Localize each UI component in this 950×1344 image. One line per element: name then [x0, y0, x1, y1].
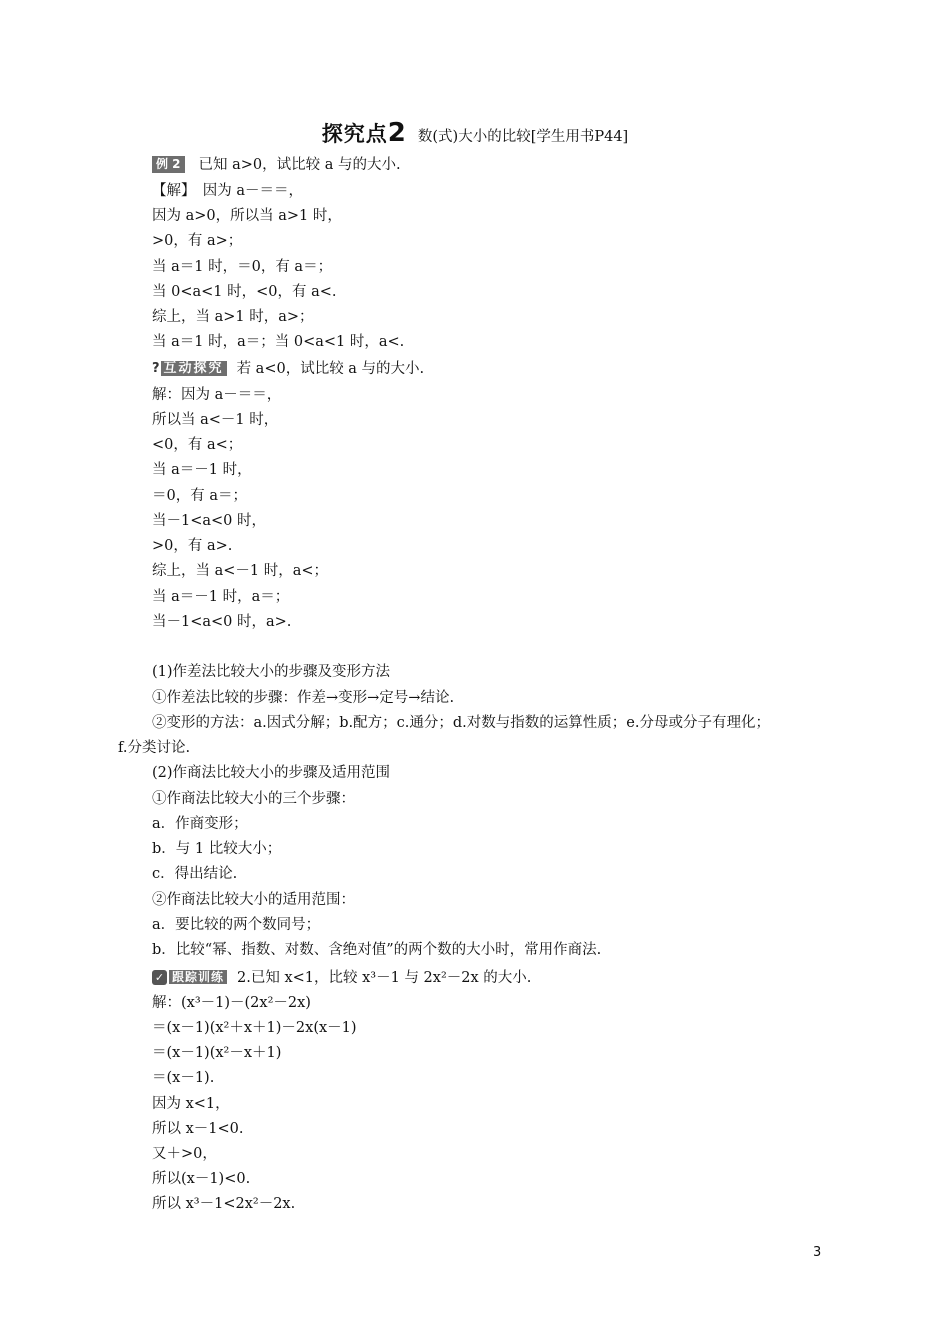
solution-line: 当 a＝－1 时，a＝； — [152, 589, 290, 605]
page-number: 3 — [813, 1245, 822, 1260]
solution-line: 当－1<a<0 时，a>. — [152, 614, 292, 630]
training-line — [152, 967, 531, 988]
method-line: c．得出结论. — [152, 866, 238, 882]
interactive-line — [152, 359, 424, 379]
solution-line: 综上，当 a<－1 时，a<； — [152, 563, 329, 579]
heading-title: 探究点 — [321, 122, 388, 146]
example-tag: 例 2 — [152, 156, 185, 173]
heading-number: 2 — [387, 118, 406, 148]
section-heading — [0, 118, 950, 148]
solution-line: 所以 x³－1<2x²－2x. — [152, 1196, 296, 1212]
method-line: ②变形的方法：a.因式分解；b.配方；c.通分；d.对数与指数的运算性质；e.分母或分子有理化； — [152, 715, 770, 731]
heading-subtitle: 数(式)大小的比较[学生用书P44] — [417, 129, 629, 145]
method-line: (1)作差法比较大小的步骤及变形方法 — [152, 664, 391, 680]
solution-line: 解：因为 a－＝＝， — [152, 387, 282, 403]
solution-line: 所以当 a<－1 时， — [152, 412, 279, 428]
solution-line: 综上，当 a>1 时，a>； — [152, 309, 314, 325]
solution-line: 【解】 因为 a－＝＝， — [152, 183, 304, 199]
solution-line: >0，有 a>； — [152, 233, 243, 249]
method-line: f.分类讨论. — [118, 740, 191, 756]
interactive-text: 若 a<0，试比较 a 与的大小. — [236, 361, 425, 377]
check-icon: ✓ — [152, 970, 167, 985]
method-line: a．要比较的两个数同号； — [152, 917, 321, 933]
solution-line: ＝0，有 a＝； — [152, 488, 247, 504]
example-text: 已知 a>0，试比较 a 与的大小. — [198, 157, 401, 173]
training-text: 2.已知 x<1，比较 x³－1 与 2x²－2x 的大小. — [237, 970, 532, 986]
method-line: ①作商法比较大小的三个步骤： — [152, 791, 355, 807]
method-line: ①作差法比较的步骤：作差→变形→定号→结论. — [152, 690, 455, 706]
question-icon: ? — [152, 361, 160, 376]
solution-line: 因为 x<1， — [152, 1096, 230, 1112]
example-line — [152, 155, 401, 175]
method-line: a．作商变形； — [152, 816, 248, 832]
method-line: ②作商法比较大小的适用范围： — [152, 892, 355, 908]
solution-line: 当－1<a<0 时， — [152, 513, 267, 529]
solution-line: ＝(x－1). — [152, 1070, 215, 1086]
interactive-tag: ? 互动探究 — [152, 359, 227, 379]
solution-line: ＝(x－1)(x²－x＋1) — [152, 1045, 282, 1061]
solution-line: 又＋>0， — [152, 1146, 217, 1162]
method-line: b．与 1 比较大小； — [152, 841, 282, 857]
method-line: (2)作商法比较大小的步骤及适用范围 — [152, 765, 391, 781]
method-line: b．比较“幂、指数、对数、含绝对值”的两个数的大小时，常用作商法. — [152, 942, 602, 958]
solution-line: 当 a＝－1 时， — [152, 462, 252, 478]
solution-line: 解：(x³－1)－(2x²－2x) — [152, 995, 311, 1011]
training-tag: ✓ 跟踪训练 — [152, 967, 227, 987]
solution-line: >0，有 a>. — [152, 538, 233, 554]
solution-line: ＝(x－1)(x²＋x＋1)－2x(x－1) — [152, 1020, 357, 1036]
solution-line: 当 a＝1 时，＝0，有 a＝； — [152, 259, 333, 275]
solution-line: 当 0<a<1 时，<0，有 a<. — [152, 284, 337, 300]
solution-line: 所以 x－1<0. — [152, 1121, 244, 1137]
solution-line: 当 a＝1 时，a＝；当 0<a<1 时，a<. — [152, 334, 405, 350]
solution-line: 所以(x－1)<0. — [152, 1171, 251, 1187]
solution-line: 因为 a>0，所以当 a>1 时， — [152, 208, 342, 224]
solution-line: <0，有 a<； — [152, 437, 243, 453]
